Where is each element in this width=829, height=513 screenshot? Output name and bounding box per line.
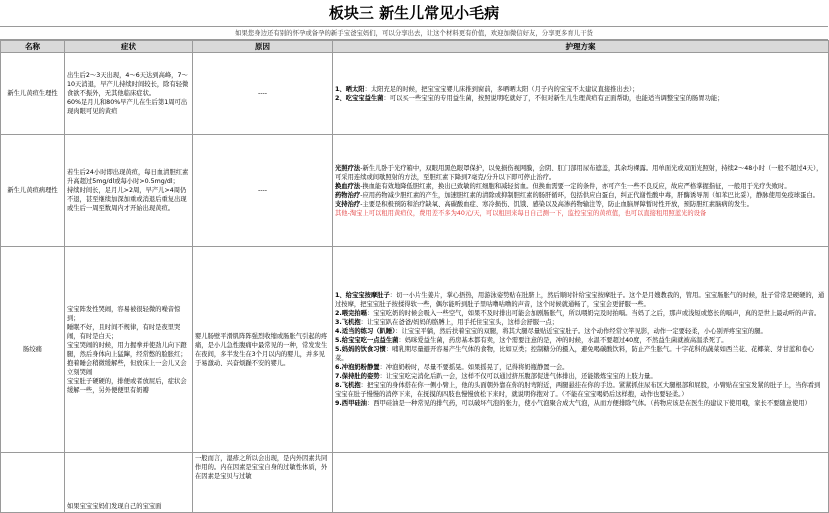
plan-item-text: ：宝宝吃奶的时候会吸入一些空气，如果不及时排出可能会加剧肠胀气，所以喂奶完及时拍嗝。当妈了之后，那声或浅短或悠长的嗝声，真的是世上最动听的声音。 xyxy=(366,310,821,317)
header-plan: 护理方案 xyxy=(333,41,829,53)
row-cause: ---- xyxy=(193,53,333,135)
table-header-row xyxy=(1,41,829,53)
plan-item-text: -新生儿卧于光疗箱中，双眼用黑色眼罩保护，以免损伤视网膜，会阴、肛门部用尿布遮盖，其余均裸露。用单面光或双面光照射，持续2～48小时（一般不超过4天），可采用连续或间歇照射的方法，至胆红素下降到7毫克/分升以下即可停止治疗。 xyxy=(335,164,823,181)
plan-item-head: 3.飞机抱 xyxy=(335,319,361,326)
plan-item-text: ：冲泡奶粉时，尽量不要摇晃。如果摇晃了，记得将奶瓶静置一会。 xyxy=(379,364,569,371)
plan-item xyxy=(335,318,826,327)
header-name: 名称 xyxy=(1,41,65,53)
row-symptom: 若生后24小时即出现黄疸，每日血清胆红素升高超过5mg/dl或每小时>0.5mg/dl； 持续时间长，足月儿>2周，早产儿>4周仍不退，甚至继续加深加重或消退后重复出现或生后一周至数周内才开始出现黄疸。 xyxy=(65,135,193,247)
plan-item xyxy=(335,381,826,399)
plan-item-head: 8.飞机抱 xyxy=(335,382,361,389)
plan-item-head: 支持治疗 xyxy=(335,200,361,208)
row-name xyxy=(1,453,65,513)
plan-item-head: 9.西甲硅油 xyxy=(335,400,367,407)
row-name: 新生儿黄疸病理性 xyxy=(1,135,65,247)
plan-item xyxy=(335,345,826,363)
plan-item-head: 4.适当的练习（趴睡） xyxy=(335,328,396,335)
plan-item xyxy=(335,164,826,182)
row-cause: 一般而言，湿疹之所以会出现，是内外因素共同作用的。内在因素是宝宝自身的过敏性体质，外在因素是宝贝与过敏 xyxy=(193,453,333,513)
row-name: 新生儿黄疸生理性 xyxy=(1,53,65,135)
plan-item xyxy=(335,309,826,318)
plan-item-head: 6.冲泡奶粉静置 xyxy=(335,364,380,371)
page-subtitle: 如果您身边还有别的怀孕或备孕的新手宝爸宝妈们，可以分享出去，让这个材料更有价值，欢迎加微信好友，分享更多育儿干货 xyxy=(0,27,828,40)
plan-item-head: 5.妈妈的饮食习惯 xyxy=(335,346,386,353)
plan-item xyxy=(335,363,826,372)
table-row xyxy=(1,453,829,513)
plan-item-text: 其他-淘宝上可以租用黄疸仪，费用差不多为40元/天，可以租回来每日自己测一下，监控宝宝的黄疸值，也可以直接租用照蓝光的设备 xyxy=(335,209,707,217)
plan-item xyxy=(335,372,826,381)
header-cause: 原因 xyxy=(193,41,333,53)
plan-item xyxy=(335,209,826,218)
plan-item-text: -换血能有效地降低胆红素，换出已致敏的红细胞和减轻贫血。但换血需要一定的条件，亦可产生一些不良反应，故应严格掌握指征，一般用于光疗失败时。 xyxy=(360,182,791,190)
plan-item-head: 药物治疗 xyxy=(335,191,361,199)
plan-item-head: 7.保持肚的姿势 xyxy=(335,373,380,380)
row-symptom: 如果宝宝宝妈们发现自己的宝宝面 xyxy=(65,453,193,513)
plan-item-head: 1、给宝宝按摩肚子 xyxy=(335,292,390,299)
row-plan xyxy=(333,247,829,453)
row-plan xyxy=(333,453,829,513)
table-row xyxy=(1,53,829,135)
plan-item-text: ：把宝宝的身体搭在你一侧小臂上，他的头面朝外靠在你的肘弯附近，两腿悬挂在你的手边。紧紧抓住尿布区大腿根部和屁股，小臂贴在宝宝发紧的肚子上，当你看到宝宝在肚子慢慢的消停下来，在抚摸的四肢也慢慢放松下来时，就说明你抱对了。（不能在宝宝喝奶后这样抱，动作也要轻柔。） xyxy=(335,382,821,398)
plan-item-text: -应用药物减少胆红素的产生，加速胆红素的清除或抑制胆红素的肠肝循环，包括供应白蛋白，纠正代谢性酸中毒，肝酶诱导剂（如苯巴比妥），静脉使用免疫球蛋白。 xyxy=(360,191,819,199)
row-cause: 婴儿肠壁平滑肌阵阵强烈收缩或肠胀气引起的疼痛，是小儿急性腹痛中最常见的一种，常发发生在夜间，多半发生在3个月以内的婴儿，并多见于易激动、兴奋烦躁不安的婴儿。 xyxy=(193,247,333,453)
plan-item-head: 1、晒太阳 xyxy=(335,85,365,93)
page-title: 板块三 新生儿常见小毛病 xyxy=(0,0,828,27)
plan-item xyxy=(335,399,826,408)
plan-item xyxy=(335,85,826,94)
plan-item-text: ：西甲硅油是一种常见的排气药，可以破坏气泡的张力，使小气泡聚合成大气泡，从而方便排除气体。（药物应该是在医生的建议下使用哦，家长不要随意使用） xyxy=(366,400,811,407)
plan-item-text: ：让宝宝平躺，然后扶着宝宝的双腿，将其大腿尽量贴近宝宝肚子。这个动作经常立竿见影，动作一定要轻柔，小心别弄疼宝宝的腿。 xyxy=(395,328,767,335)
row-symptom: 宝宝阵发性哭闹，容易被很轻微的噪音惊到； 睡眠不好，且时间不规律，有时是夜里哭闹，有时是白天； 宝宝哭闹的时候，用力握拳并使劲儿向下蹬腿，然后身体向上猛蹿，经常憋的脸胀红； 抱着睡会稍微缓解些，但放床上一会儿又会立刻哭闹 宝宝肚子硬硬的，排便或者放屁后，症状会缓解一些，另外便便里有奶瓣 xyxy=(65,247,193,453)
table-row xyxy=(1,135,829,247)
care-table xyxy=(0,40,829,513)
row-cause: ---- xyxy=(193,135,333,247)
plan-item-text: -主要是积极预防和治疗缺氧、高碳酸血症、寒冷损伤、饥饿、感染以及高渗药物输注等，防止血脑屏障暂时性开放，预防胆红素脑病的发生。 xyxy=(360,200,753,208)
row-plan xyxy=(333,53,829,135)
plan-item-text: ：让宝宝趴在爸爸/妈妈的胳膊上，用手托住宝宝头，这样会舒服一点； xyxy=(360,319,558,326)
plan-item xyxy=(335,327,826,336)
plan-item xyxy=(335,291,826,309)
plan-item-head: 2、吃宝宝益生菌 xyxy=(335,94,384,102)
plan-item xyxy=(335,191,826,200)
plan-item-text: ：哺乳期尽量避开容易产生气体的食物，比如豆类；控制糖分的摄入，避免喝碳酸饮料，防止产生胀气。十字花科的蔬菜如西兰花、花椰菜、芽甘蓝和卷心菜。 xyxy=(335,346,815,362)
row-plan xyxy=(333,135,829,247)
row-symptom: 出生后2～3天出现，4～6天达到高峰，7～10天消退，早产儿持续时间较长，除有轻微食欲不振外，无其他临床症状。 60%足月儿和80%早产儿在生后第1周可出现肉眼可见的黄疸 xyxy=(65,53,193,135)
row-name: 肠绞痛 xyxy=(1,247,65,453)
plan-item xyxy=(335,94,826,103)
plan-item xyxy=(335,336,826,345)
plan-item-text: ：妈咪爱益生菌，药房基本都有卖，这个需要注意的是，冲的时候，水温不要超过40度，不然益生菌就被高温杀死了。 xyxy=(398,337,728,344)
plan-item-head: 光照疗法 xyxy=(335,164,361,172)
header-symptom: 症状 xyxy=(65,41,193,53)
plan-item-text: ：让宝宝吃完消化后趴一会，这样不仅可以通过挤压腹部促进气体排出，还能锻炼宝宝的上肢力量。 xyxy=(379,373,657,380)
plan-item-head: 2.喂完拍嗝 xyxy=(335,310,367,317)
plan-item-text: ：切一小片生姜片，掌心捂热，用游泳姿势贴在肚脐上，然后顺时针给宝宝按摩肚子。这个是月嫂教我的，管用。宝宝肠胀气的时候，肚子常常是硬硬的，通过按摩，把宝宝肚子按揉得软一些，偶尔能听到肚子里咕噜咕噜的声音，这个时候就通畅了，宝宝会更舒服一些。 xyxy=(335,292,825,308)
plan-item-text: ：可以买一些宝宝的专用益生菌，按照说明吃就好了，不但对新生儿生理黄疸有正面帮助，也能适当调整宝宝的肠胃功能； xyxy=(383,94,724,102)
table-row xyxy=(1,247,829,453)
plan-item-head: 5.给宝宝吃一点益生菌 xyxy=(335,337,399,344)
plan-item-head: 换血疗法 xyxy=(335,182,361,190)
plan-item xyxy=(335,182,826,191)
plan-item-text: ：太阳充足的时候，把宝宝宝婴儿床推到窗前，多晒晒太阳（月子内的宝宝不太建议直接推出去）； xyxy=(364,85,639,93)
plan-item xyxy=(335,200,826,209)
